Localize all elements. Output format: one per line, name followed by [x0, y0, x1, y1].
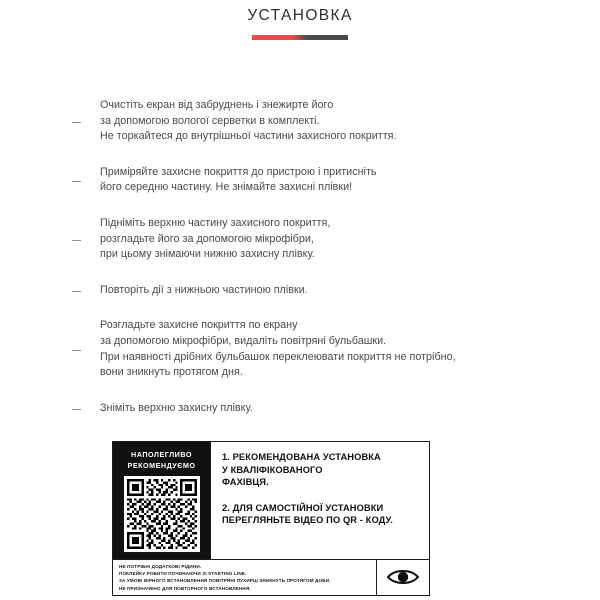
- recommendation-text-panel: [210, 442, 429, 559]
- recommendation-item-1: [222, 451, 421, 489]
- instruction-line: Очистіть екран від забруднень і знежирте його: [100, 99, 334, 111]
- instruction-list: [0, 98, 600, 416]
- bullet-dash: [72, 284, 100, 297]
- badge-line: НАПОЛЕГЛИВО: [131, 450, 192, 459]
- recommendation-line: ФАХІВЦЯ.: [222, 477, 269, 488]
- instruction-step: [72, 318, 600, 380]
- qr-code-icon[interactable]: [124, 476, 200, 552]
- recommendation-line: У КВАЛІФІКОВАНОГО: [222, 464, 323, 475]
- recommendation-main: [113, 442, 429, 559]
- recommendation-line: 2. ДЛЯ САМОСТІЙНОЇ УСТАНОВКИ: [222, 502, 384, 513]
- instruction-line: при цьому знімаючи нижню захисну плівку.: [100, 248, 315, 261]
- fine-print-line: ЗА УМОВІ ВІРНОГО ВСТАНОВЛЕННЯ ПОВІТРЯНІ ПУХИРЦІ ЗНИКНУТЬ ПРОТЯГОМ ДОБИ.: [119, 578, 331, 584]
- recommendation-footer: [113, 559, 429, 595]
- badge-line: РЕКОМЕНДУЄМО: [127, 461, 196, 470]
- bullet-dash: [72, 115, 100, 128]
- fine-print-line: НЕ ПОТРІБНІ ДОДАТКОВІ РІДИНИ.: [119, 564, 202, 569]
- instruction-line: Підніміть верхню частину захисного покриття,: [100, 216, 331, 229]
- instruction-step-text: [100, 401, 600, 417]
- instruction-line: Не торкайтеся до внутрішньої частини захисного покриття.: [100, 130, 397, 143]
- recommendation-badge-panel: [113, 442, 210, 559]
- instruction-step: [72, 216, 600, 263]
- fine-print-line: НЕ ПРИЗНАЧЕНО ДЛЯ ПОВТОРНОГО ВСТАНОВЛЕННЯ.: [119, 585, 251, 591]
- fine-print: [113, 560, 376, 595]
- instruction-line: При наявності дрібних бульбашок переклеювати покриття не потрібно,: [100, 350, 456, 363]
- badge-label: [128, 449, 196, 471]
- bullet-dash: [72, 233, 100, 246]
- bullet-dash: [72, 402, 100, 415]
- bullet-dash: [72, 174, 100, 187]
- instruction-step: [72, 283, 600, 299]
- instruction-line: Повторіть дії з нижньою частиною плівки.: [100, 283, 308, 296]
- title-divider: [252, 35, 348, 40]
- recommendation-line: ПЕРЕГЛЯНЬТЕ ВІДЕО ПО QR - КОДУ.: [222, 515, 393, 526]
- instruction-step: [72, 165, 600, 196]
- fine-print-line: ПОКЛЕЙКУ РОБИТИ ПОЧИНАЮЧИ ЗІ STARTING LINE.: [119, 571, 247, 577]
- instruction-step-text: [100, 283, 600, 299]
- instruction-line: Приміряйте захисне покриття до пристрою і притисніть: [100, 165, 377, 178]
- instruction-line: Зніміть верхню захисну плівку.: [100, 401, 253, 414]
- recommendation-box: [112, 441, 430, 596]
- instruction-step: [72, 401, 600, 417]
- page-header: [0, 0, 600, 40]
- instruction-step-text: [100, 98, 600, 145]
- page-title: УСТАНОВКА: [247, 7, 353, 24]
- instruction-step-text: [100, 318, 600, 380]
- bullet-dash: [72, 343, 100, 356]
- instruction-step-text: [100, 216, 600, 263]
- instruction-line: вони зникнуть протягом дня.: [100, 366, 243, 379]
- instruction-step-text: [100, 165, 600, 196]
- instruction-line: розгладьте його за допомогою мікрофібри,: [100, 232, 314, 245]
- instruction-line: Розгладьте захисне покриття по екрану: [100, 319, 298, 332]
- recommendation-item-2: [222, 502, 421, 527]
- eye-icon: [376, 560, 429, 595]
- recommendation-line: 1. РЕКОМЕНДОВАНА УСТАНОВКА: [222, 452, 381, 462]
- instruction-line: за допомогою мікрофібри, видаліть повітряні бульбашки.: [100, 334, 387, 347]
- instruction-step: [72, 98, 600, 145]
- instruction-line: його середню частину. Не знімайте захисні плівки!: [100, 181, 353, 194]
- instruction-line: за допомогою вологої серветки в комплекті.: [100, 114, 320, 127]
